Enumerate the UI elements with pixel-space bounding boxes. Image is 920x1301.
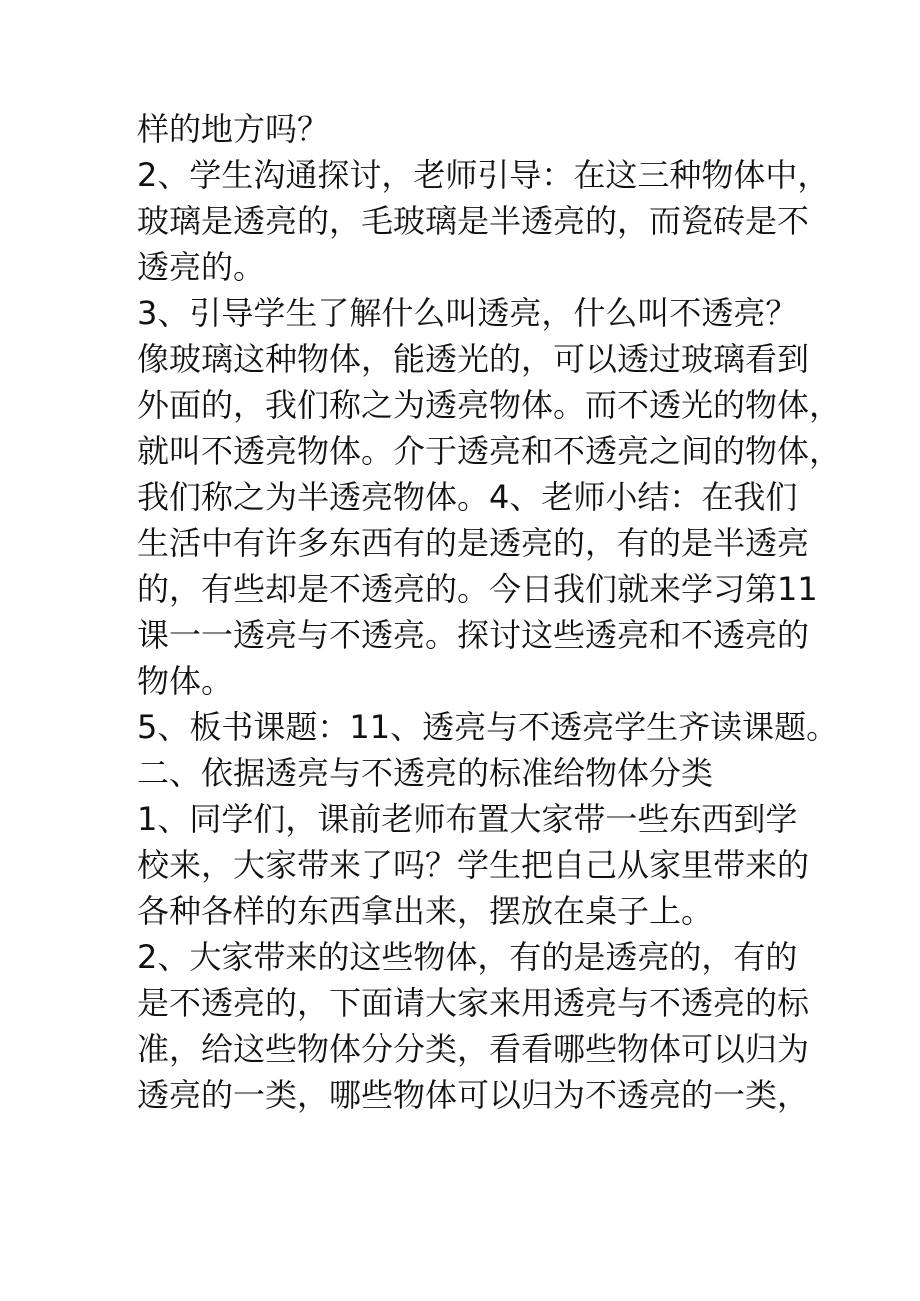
text-line: 1、同学们，课前老师布置大家带一些东西到学 [137, 800, 798, 838]
text-line: 2、学生沟通探讨，老师引导：在这三种物体中， [137, 156, 830, 194]
text-line: 5、板书课题：11、透亮与不透亮学生齐读课题。 [137, 708, 839, 746]
document-body-text [137, 106, 842, 1118]
text-line: 像玻璃这种物体，能透光的，可以透过玻璃看到 [137, 340, 810, 378]
text-line: 校来，大家带来了吗？学生把自己从家里带来的 [137, 846, 810, 884]
text-line: 3、引导学生了解什么叫透亮，什么叫不透亮？ [137, 294, 798, 332]
text-line: 是不透亮的，下面请大家来用透亮与不透亮的标 [137, 984, 810, 1022]
text-line: 样的地方吗？ [137, 110, 330, 148]
text-line: 各种各样的东西拿出来，摆放在桌子上。 [137, 892, 714, 930]
text-line: 二、依据透亮与不透亮的标准给物体分类 [137, 754, 714, 792]
text-line: 就叫不透亮物体。介于透亮和不透亮之间的物体， [137, 432, 842, 470]
text-line: 我们称之为半透亮物体。4、老师小结：在我们 [137, 478, 798, 516]
text-line: 透亮的。 [137, 248, 266, 286]
text-line: 透亮的一类，哪些物体可以归为不透亮的一类， [137, 1076, 810, 1114]
text-line: 课一一透亮与不透亮。探讨这些透亮和不透亮的 [137, 616, 810, 654]
text-line: 2、大家带来的这些物体，有的是透亮的，有的 [137, 938, 798, 976]
text-line: 玻璃是透亮的，毛玻璃是半透亮的，而瓷砖是不 [137, 202, 810, 240]
text-line: 生活中有许多东西有的是透亮的，有的是半透亮 [137, 524, 810, 562]
text-line: 物体。 [137, 662, 234, 700]
text-line: 准，给这些物体分分类，看看哪些物体可以归为 [137, 1030, 810, 1068]
text-line: 的，有些却是不透亮的。今日我们就来学习第11 [137, 570, 818, 608]
text-line: 外面的，我们称之为透亮物体。而不透光的物体， [137, 386, 842, 424]
